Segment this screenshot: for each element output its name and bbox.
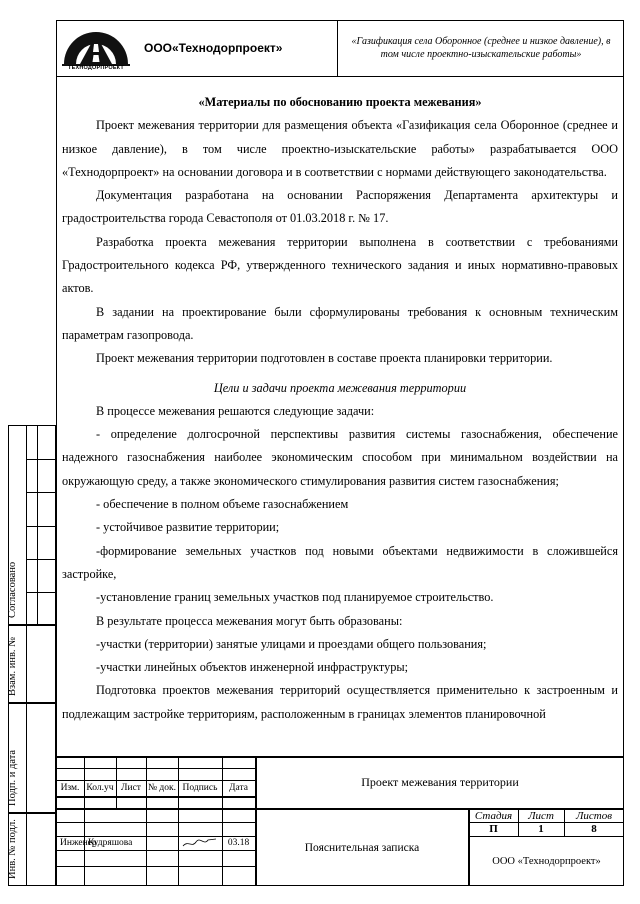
col-ndok: № док. [147, 783, 176, 793]
section-heading: «Материалы по обоснованию проекта межевания» [198, 95, 482, 109]
organization: ООО «Технодорпроект» [492, 856, 601, 867]
sign-date: 03.18 [227, 838, 250, 848]
side-label-inv: Инв. № подл. [6, 819, 18, 879]
subsection-heading: Цели и задачи проекта межевания территории [213, 380, 467, 395]
paragraph: Документация разработана на основании Распоряжения Департамента архитектуры и градостроительства города Севастополя от 01.03.2018 г. № 17. [62, 188, 618, 226]
project-title: «Газификация села Оборонное (среднее и низкое давление), в том числе проектно-изыскательские работы» [351, 35, 611, 60]
list-item: - обеспечение в полном объеме газоснабжением [96, 497, 349, 512]
logo-caption: ТЕХНОДОРПРОЕКТ [68, 65, 124, 71]
list-item: - определение долгосрочной перспективы развития системы газоснабжения, обеспечение надежного газоснабжения наиболее экономическим способом при минимальном воздействии на окружающую среду, а также экономического стимулирования развития систем газоснабжения; [62, 427, 618, 488]
stage-value: П [489, 823, 498, 835]
sheets-value: 8 [591, 823, 597, 835]
paragraph: В результате процесса межевания могут быть образованы: [96, 613, 403, 628]
list-item: -участки (территории) занятые улицами и проездами общего пользования; [96, 636, 487, 651]
side-label-vzam: Взам. инв. № [6, 636, 18, 696]
company-logo [56, 20, 136, 76]
list-item: -участки линейных объектов инженерной инфраструктуры; [96, 660, 409, 675]
side-stamp-inv [8, 813, 56, 886]
stage-label: Стадия [474, 809, 513, 822]
sheet-value: 1 [538, 823, 544, 835]
col-data: Дата [229, 783, 248, 793]
company-name: ООО«Технодорпроект» [136, 20, 338, 76]
signature [178, 836, 222, 850]
list-item: -установление границ земельных участков под планируемое строительство. [96, 590, 494, 605]
paragraph: Проект межевания территории для размещения объекта «Газификация села Оборонное (среднее и низкое давление), в том числе проектно-изыскательские работы» разрабатывается ООО «Технодорпроект» на основании договора и в соответствии с нормами действующего законодательства. [62, 118, 618, 179]
side-stamp-agreed [8, 425, 56, 625]
person-name: Кудряшова [88, 838, 133, 848]
list-item: - устойчивое развитие территории; [96, 520, 280, 535]
paragraph: В задании на проектирование были сформулированы требования к основным техническим параметрам газопровода. [62, 304, 618, 342]
col-list: Лист [121, 783, 141, 793]
header [56, 20, 624, 76]
side-label-podp: Подп. и дата [6, 749, 18, 806]
paragraph: Разработка проекта межевания территории выполнена в соответствии с требованиями Градостроительного кодекса РФ, утвержденного технического задания и иных нормативно-правовых актов. [62, 234, 618, 296]
col-izm: Изм. [60, 783, 80, 793]
section-name: Пояснительная записка [304, 841, 420, 854]
document-body [62, 89, 618, 721]
sheet-label: Лист [528, 809, 554, 822]
side-stamp-podp [8, 703, 56, 813]
side-label-agreed: Согласовано [6, 561, 18, 618]
paragraph: Проект межевания территории подготовлен в составе проекта планировки территории. [96, 351, 553, 366]
col-kol: Кол.уч [86, 783, 114, 793]
paragraph: Подготовка проектов межевания территорий осуществляется применительно к застроенным и подлежащим застройке территориям, расположенным в границах элементов планировочной [62, 683, 618, 721]
header-divider [56, 76, 624, 77]
sheets-label: Листов [575, 809, 613, 822]
list-item: -формирование земельных участков под новыми объектами недвижимости в сложившейся застройке, [62, 543, 618, 581]
role: Инженер [60, 838, 97, 848]
col-podp: Подпись [182, 783, 218, 793]
paragraph: В процессе межевания решаются следующие задачи: [96, 403, 375, 418]
doc-title: Проект межевания территории [361, 775, 519, 789]
side-stamp-vzam [8, 625, 56, 703]
